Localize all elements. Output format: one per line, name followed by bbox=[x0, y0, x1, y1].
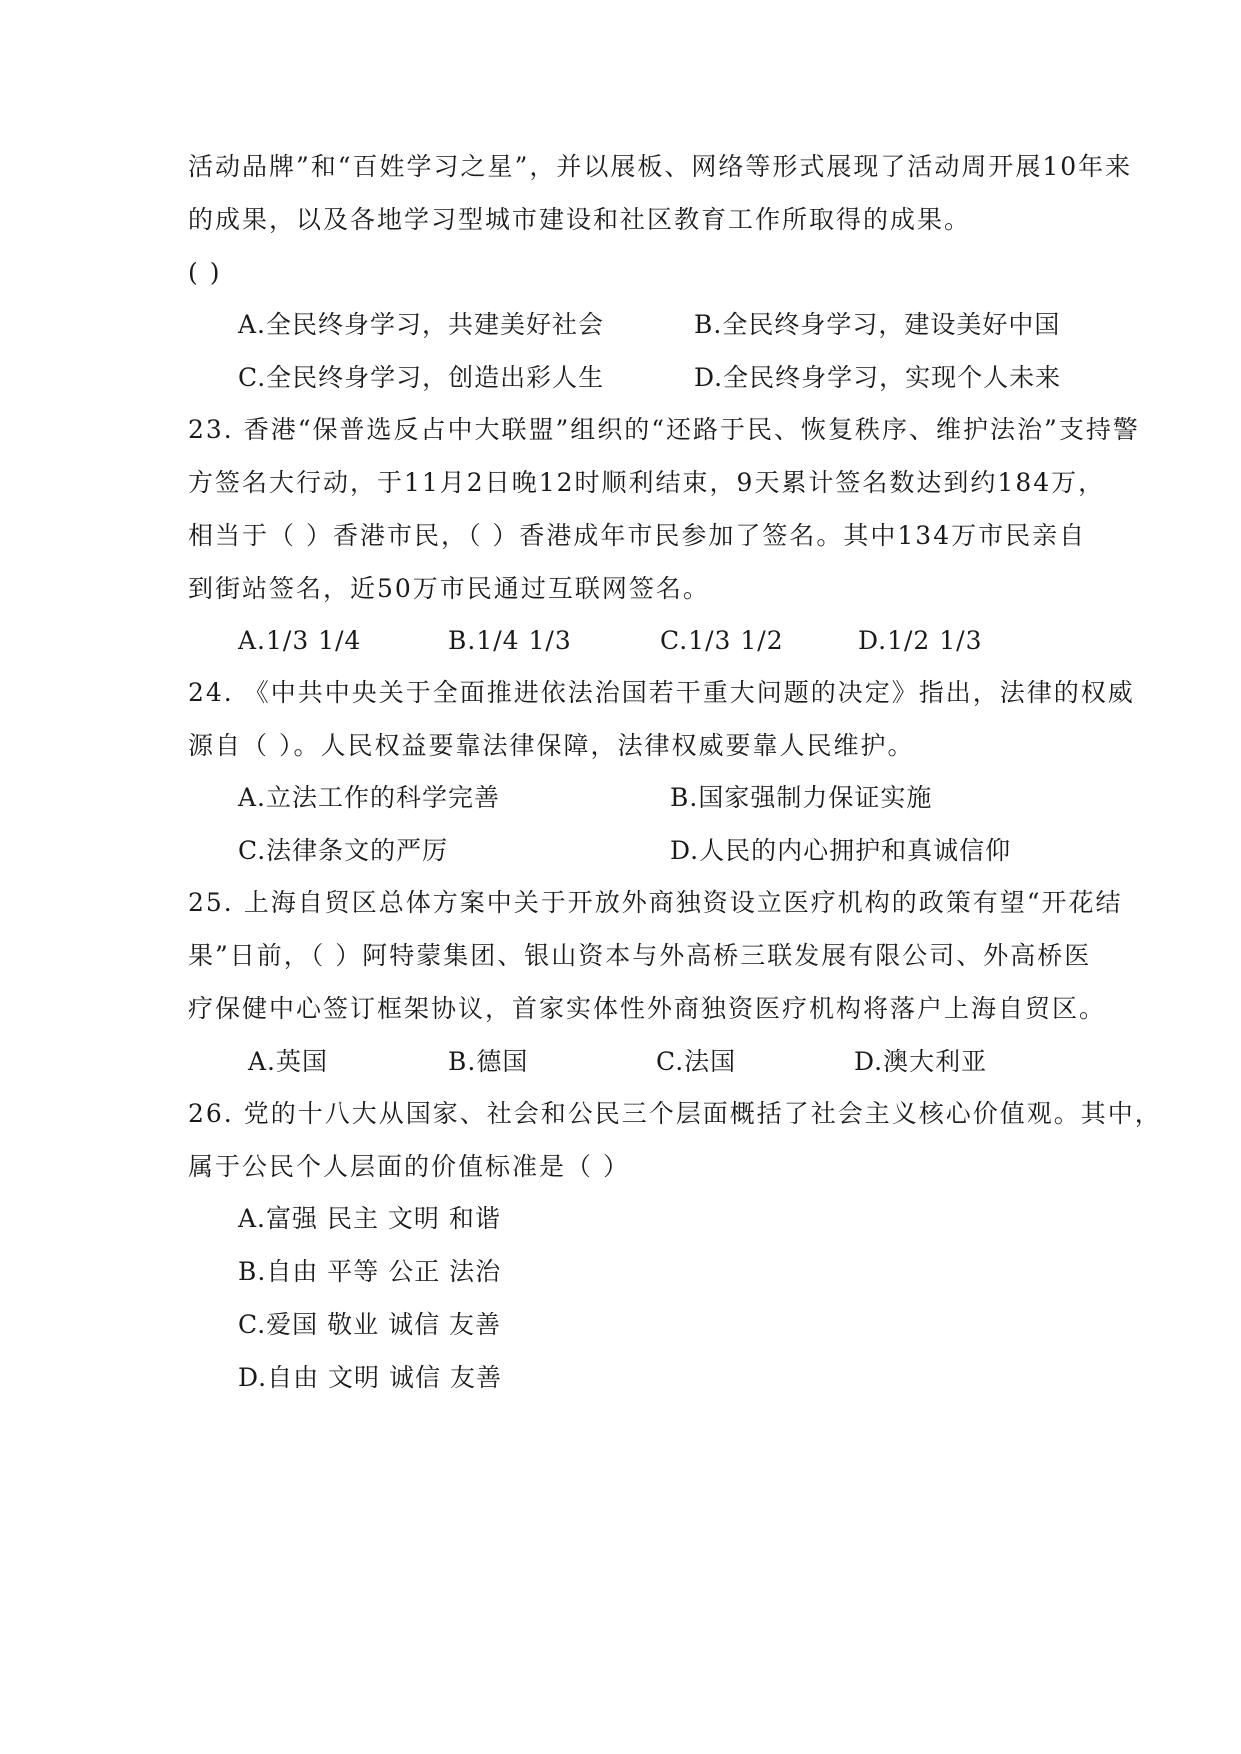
q25-option-c: C.法国 bbox=[656, 1047, 737, 1076]
q26-text-line-2: 属于公民个人层面的价值标准是（ ） bbox=[188, 1152, 630, 1181]
q23-text-line-1: 23. 香港“保普选反占中大联盟”组织的“还路于民、恢复秩序、维护法治”支持警 bbox=[188, 415, 1140, 444]
q24-text-line-2: 源自（ ）。人民权益要靠法律保障，法律权威要靠人民维护。 bbox=[188, 731, 915, 760]
q23-text-line-3: 相当于（ ）香港市民，（ ）香港成年市民参加了签名。其中134万市民亲自 bbox=[188, 521, 1087, 550]
q25-text-line-3: 疗保健中心签订框架协议，首家实体性外商独资医疗机构将落户上海自贸区。 bbox=[188, 994, 1107, 1023]
q23-text-line-4: 到街站签名，近50万市民通过互联网签名。 bbox=[188, 574, 710, 603]
q24-option-a: A.立法工作的科学完善 bbox=[238, 783, 501, 812]
q23-option-b: B.1/4 1/3 bbox=[448, 626, 572, 655]
q22-option-a: A.全民终身学习，共建美好社会 bbox=[238, 310, 605, 339]
q26-text-line-1: 26. 党的十八大从国家、社会和公民三个层面概括了社会主义核心价值观。其中， bbox=[188, 1099, 1162, 1128]
q25-option-b: B.德国 bbox=[448, 1047, 529, 1076]
q22-option-d: D.全民终身学习，实现个人未来 bbox=[694, 363, 1062, 392]
q26-option-b: B.自由 平等 公正 法治 bbox=[238, 1257, 502, 1286]
q22-answer-blank: ( ) bbox=[188, 258, 222, 287]
q25-option-a: A.英国 bbox=[248, 1047, 329, 1076]
q22-text-line-2: 的成果，以及各地学习型城市建设和社区教育工作所取得的成果。 bbox=[188, 205, 972, 234]
q26-option-a: A.富强 民主 文明 和谐 bbox=[238, 1204, 501, 1233]
q26-option-c: C.爱国 敬业 诚信 友善 bbox=[238, 1310, 502, 1339]
q23-text-line-2: 方签名大行动，于11月2日晚12时顺利结束，9天累计签名数达到约184万， bbox=[188, 468, 1106, 497]
q23-option-a: A.1/3 1/4 bbox=[238, 626, 362, 655]
q25-text-line-2: 果”日前，（ ）阿特蒙集团、银山资本与外高桥三联发展有限公司、外高桥医 bbox=[188, 941, 1092, 970]
q22-option-c: C.全民终身学习，创造出彩人生 bbox=[238, 363, 605, 392]
q23-option-d: D.1/2 1/3 bbox=[858, 626, 983, 655]
q22-text-line-1: 活动品牌”和“百姓学习之星”，并以展板、网络等形式展现了活动周开展10年来 bbox=[188, 152, 1133, 181]
q23-option-c: C.1/3 1/2 bbox=[660, 626, 784, 655]
q24-text-line-1: 24. 《中共中央关于全面推进依法治国若干重大问题的决定》指出，法律的权威 bbox=[188, 678, 1135, 707]
q25-option-d: D.澳大利亚 bbox=[854, 1047, 988, 1076]
q24-option-b: B.国家强制力保证实施 bbox=[670, 783, 933, 812]
q25-text-line-1: 25. 上海自贸区总体方案中关于开放外商独资设立医疗机构的政策有望“开花结 bbox=[188, 888, 1123, 917]
q24-option-c: C.法律条文的严厉 bbox=[238, 836, 449, 865]
q24-option-d: D.人民的内心拥护和真诚信仰 bbox=[670, 836, 1012, 865]
q22-option-b: B.全民终身学习，建设美好中国 bbox=[694, 310, 1061, 339]
q26-option-d: D.自由 文明 诚信 友善 bbox=[238, 1363, 502, 1392]
